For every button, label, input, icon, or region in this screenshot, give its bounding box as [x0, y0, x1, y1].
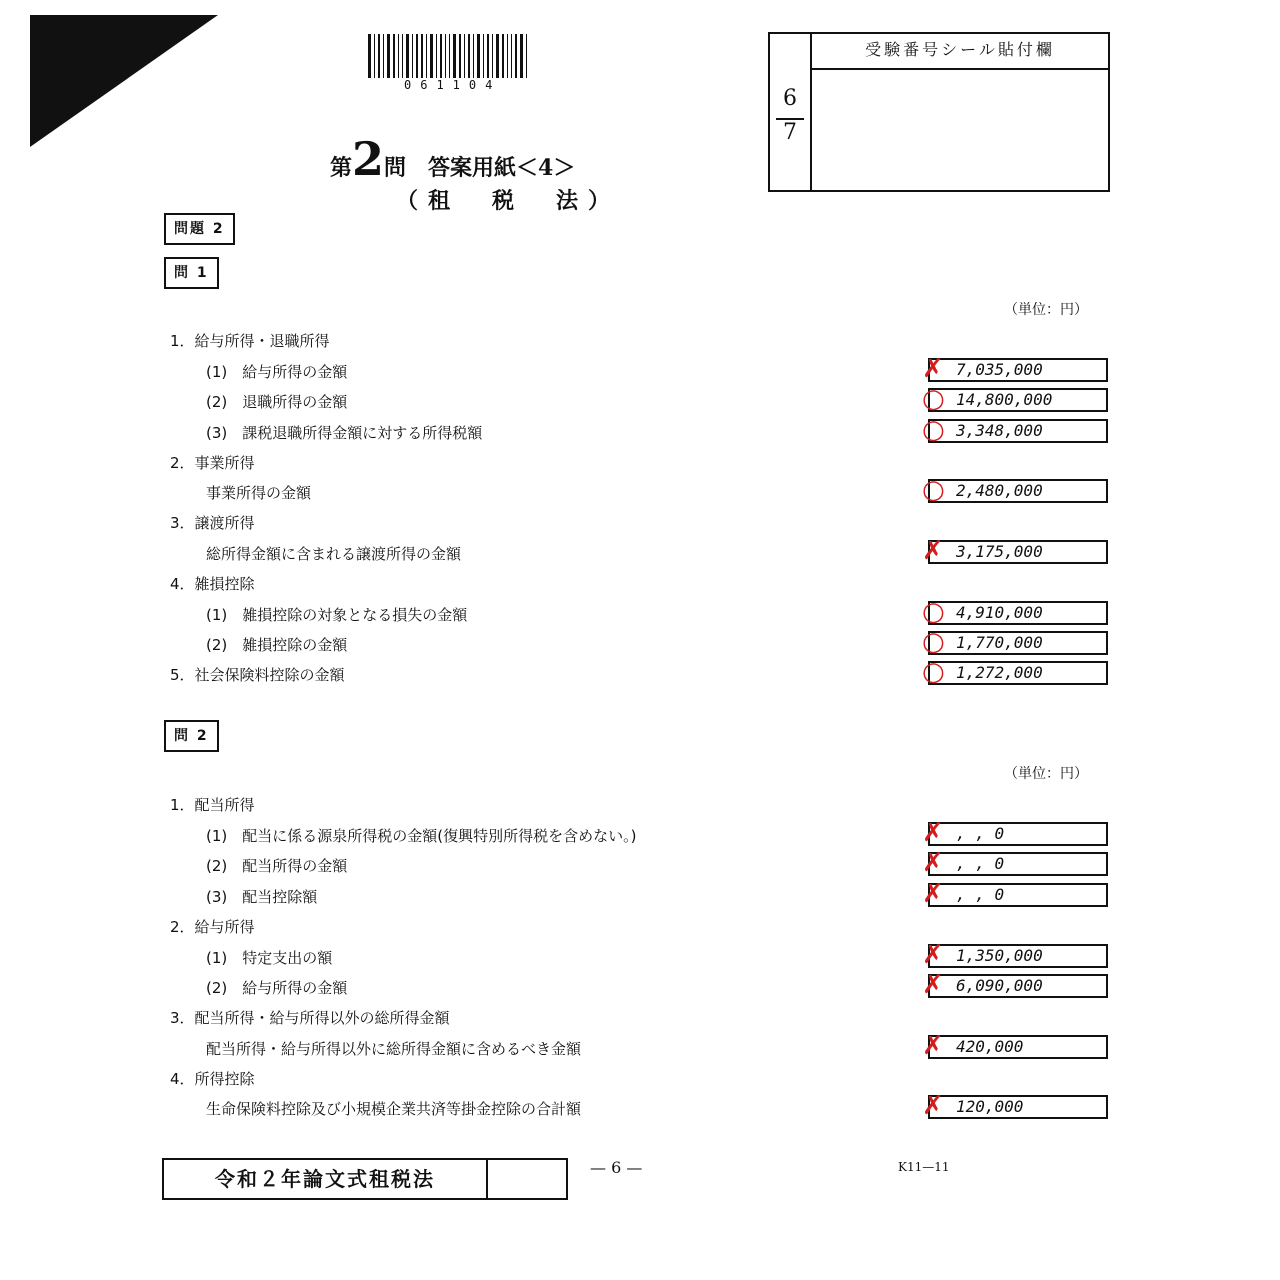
row-label: (2) 給与所得の金額 — [206, 979, 348, 997]
document-code: K11—11 — [898, 1160, 950, 1174]
page-fraction-top: 6 — [783, 86, 797, 111]
answer-value: , , 0 — [956, 885, 1005, 904]
page-fraction-bottom: 7 — [783, 120, 797, 145]
row-label: 総所得金額に含まれる譲渡所得の金額 — [206, 545, 462, 563]
row-label: (1) 特定支出の額 — [206, 949, 333, 967]
footer-box — [162, 1158, 568, 1200]
barcode-bar — [496, 34, 499, 78]
barcode-bar — [515, 34, 517, 78]
answer-value: 1,350,000 — [956, 946, 1043, 965]
part1-label: 問 1 — [164, 257, 219, 289]
row-label: 2．事業所得 — [170, 454, 255, 472]
barcode-bar — [430, 34, 433, 78]
row-label: (1) 配当に係る源泉所得税の金額(復興特別所得税を含めない。) — [206, 827, 637, 845]
page-number: — 6 — — [590, 1158, 643, 1177]
answer-box — [928, 419, 1108, 443]
barcode-number: 061104 — [404, 78, 502, 92]
barcode-bar — [487, 34, 489, 78]
barcode-bar — [374, 34, 375, 78]
title-number: 2 — [352, 132, 385, 186]
correct-mark: ○ — [922, 475, 945, 505]
answer-box — [928, 358, 1108, 382]
barcode-bar — [416, 34, 418, 78]
barcode-bar — [459, 34, 461, 78]
correct-mark: ○ — [922, 597, 945, 627]
seal-label: 受験番号シール貼付欄 — [812, 34, 1108, 70]
barcode-bar — [483, 34, 484, 78]
row-label: 2．給与所得 — [170, 918, 255, 936]
page-subtitle: （租 税 法） — [396, 188, 621, 214]
part2-unit: （単位：円） — [1004, 766, 1088, 782]
row-label: 4．雑損控除 — [170, 575, 255, 593]
row-label: (3) 配当控除額 — [206, 888, 318, 906]
footer-title: 令和２年論文式租税法 — [164, 1160, 488, 1198]
answer-box — [928, 479, 1108, 503]
row-label: (2) 退職所得の金額 — [206, 393, 348, 411]
answer-value: 2,480,000 — [956, 481, 1043, 500]
barcode-bar — [440, 34, 442, 78]
barcode-bar — [477, 34, 480, 78]
barcode-bar — [464, 34, 465, 78]
answer-value: 4,910,000 — [956, 603, 1043, 622]
barcode-bar — [393, 34, 395, 78]
answer-value: 1,272,000 — [956, 663, 1043, 682]
answer-box — [928, 974, 1108, 998]
incorrect-mark: ✗ — [922, 879, 944, 909]
answer-value: 6,090,000 — [956, 976, 1043, 995]
barcode-bar — [492, 34, 493, 78]
row-label: 生命保険料控除及び小規模企業共済等掛金控除の合計額 — [206, 1100, 582, 1118]
answer-value: 3,175,000 — [956, 542, 1043, 561]
barcode-bar — [421, 34, 423, 78]
correct-mark: ○ — [922, 384, 945, 414]
row-label: 5．社会保険料控除の金額 — [170, 666, 345, 684]
incorrect-mark: ✗ — [922, 818, 944, 848]
correct-mark: ○ — [922, 657, 945, 687]
barcode-bar — [453, 34, 456, 78]
title-suffix: 問 答案用紙＜4＞ — [384, 155, 576, 181]
barcode-bar — [473, 34, 474, 78]
answer-box — [928, 540, 1108, 564]
page-fraction-cell — [770, 34, 812, 190]
part2-label: 問 2 — [164, 720, 219, 752]
barcode-bar — [406, 34, 409, 78]
row-label: 事業所得の金額 — [206, 484, 312, 502]
barcode-bar — [526, 34, 527, 78]
incorrect-mark: ✗ — [922, 970, 944, 1000]
question-label: 問題 2 — [164, 213, 235, 245]
answer-value: 7,035,000 — [956, 360, 1043, 379]
incorrect-mark: ✗ — [922, 848, 944, 878]
corner-triangle — [30, 15, 218, 147]
row-label: 4．所得控除 — [170, 1070, 255, 1088]
incorrect-mark: ✗ — [922, 1091, 944, 1121]
barcode-bar — [378, 34, 380, 78]
row-label: (2) 雑損控除の金額 — [206, 636, 348, 654]
barcode-bar — [449, 34, 450, 78]
barcode-bar — [507, 34, 508, 78]
row-label: 配当所得・給与所得以外に総所得金額に含めるべき金額 — [206, 1040, 582, 1058]
barcode-bar — [520, 34, 523, 78]
incorrect-mark: ✗ — [922, 354, 944, 384]
barcode-bar — [412, 34, 413, 78]
barcode — [368, 34, 568, 78]
answer-value: , , 0 — [956, 854, 1005, 873]
answer-value: 3,348,000 — [956, 421, 1043, 440]
seal-box — [768, 32, 1110, 192]
answer-box — [928, 852, 1108, 876]
title-prefix: 第 — [330, 155, 353, 181]
answer-box — [928, 631, 1108, 655]
row-label: (3) 課税退職所得金額に対する所得税額 — [206, 424, 483, 442]
barcode-bar — [387, 34, 390, 78]
answer-box — [928, 388, 1108, 412]
page-title — [330, 132, 575, 186]
row-label: 3．配当所得・給与所得以外の総所得金額 — [170, 1009, 450, 1027]
correct-mark: ○ — [922, 415, 945, 445]
answer-value: 1,770,000 — [956, 633, 1043, 652]
part1-unit: （単位：円） — [1004, 302, 1088, 318]
barcode-bar — [398, 34, 399, 78]
row-label: 1．配当所得 — [170, 796, 255, 814]
correct-mark: ○ — [922, 627, 945, 657]
incorrect-mark: ✗ — [922, 536, 944, 566]
answer-value: 120,000 — [956, 1097, 1024, 1116]
barcode-bar — [436, 34, 437, 78]
answer-box — [928, 661, 1108, 685]
answer-value: 420,000 — [956, 1037, 1024, 1056]
incorrect-mark: ✗ — [922, 940, 944, 970]
barcode-bar — [502, 34, 504, 78]
barcode-bar — [402, 34, 403, 78]
answer-box — [928, 1035, 1108, 1059]
barcode-bar — [368, 34, 371, 78]
incorrect-mark: ✗ — [922, 1031, 944, 1061]
answer-box — [928, 883, 1108, 907]
answer-value: 14,800,000 — [956, 390, 1053, 409]
barcode-bar — [383, 34, 384, 78]
row-label: (2) 配当所得の金額 — [206, 857, 348, 875]
row-label: 1．給与所得・退職所得 — [170, 332, 330, 350]
barcode-bar — [511, 34, 512, 78]
row-label: 3．譲渡所得 — [170, 514, 255, 532]
answer-box — [928, 822, 1108, 846]
row-label: (1) 雑損控除の対象となる損失の金額 — [206, 606, 468, 624]
answer-box — [928, 1095, 1108, 1119]
barcode-bar — [426, 34, 427, 78]
answer-box — [928, 944, 1108, 968]
row-label: (1) 給与所得の金額 — [206, 363, 348, 381]
barcode-bar — [445, 34, 446, 78]
barcode-bar — [468, 34, 470, 78]
answer-box — [928, 601, 1108, 625]
answer-value: , , 0 — [956, 824, 1005, 843]
